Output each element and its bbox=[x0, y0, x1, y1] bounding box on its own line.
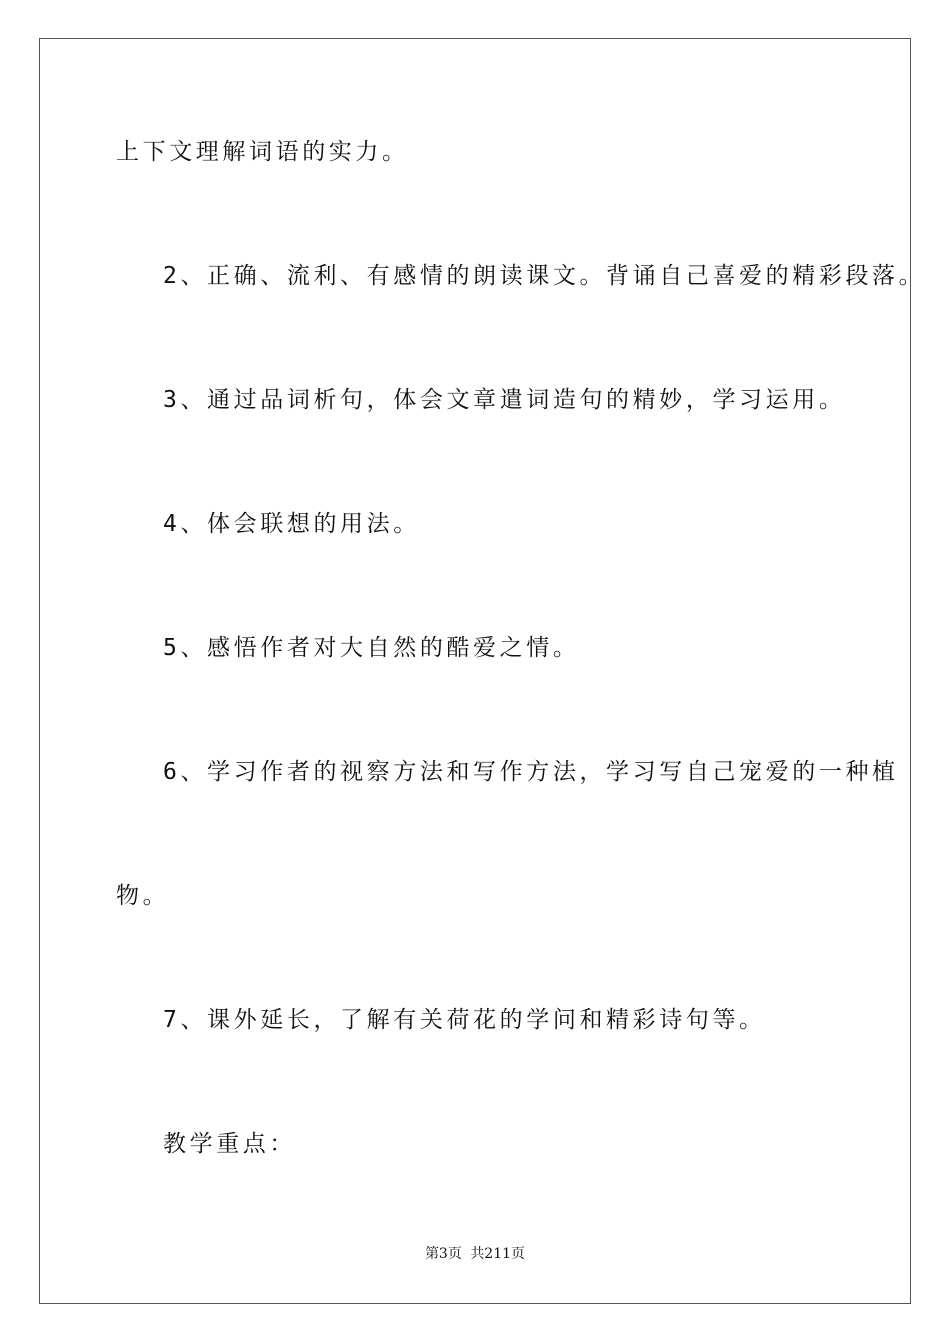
section-heading-key-points: 教学重点： bbox=[163, 1131, 296, 1157]
objective-item-6: 6、学习作者的视察方法和写作方法，学习写自己宠爱的一种植 bbox=[163, 759, 899, 785]
page-footer bbox=[0, 1244, 950, 1264]
objective-item-4: 4、体会联想的用法。 bbox=[163, 511, 420, 537]
page-frame bbox=[39, 38, 911, 1304]
objective-item-6-continued: 物。 bbox=[116, 883, 170, 909]
text-line-context: 上下文理解词语的实力。 bbox=[116, 139, 409, 165]
page-total: 共211页 bbox=[470, 1246, 526, 1262]
objective-item-2: 2、正确、流利、有感情的朗读课文。背诵自己喜爱的精彩段落。 bbox=[163, 263, 926, 289]
objective-item-3: 3、通过品词析句，体会文章遣词造句的精妙，学习运用。 bbox=[163, 387, 846, 413]
objective-item-7: 7、课外延长，了解有关荷花的学问和精彩诗句等。 bbox=[163, 1007, 766, 1033]
page-number: 第3页 bbox=[424, 1246, 462, 1262]
objective-item-5: 5、感悟作者对大自然的酷爱之情。 bbox=[163, 635, 580, 661]
